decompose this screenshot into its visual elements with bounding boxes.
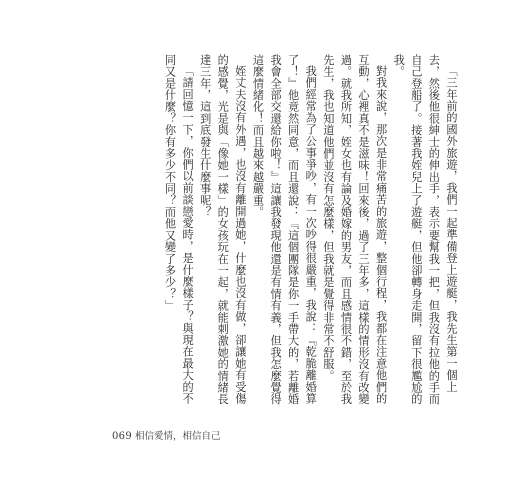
page-number: 069 [112,431,132,442]
paragraph: 「請回憶一下，你們以前談戀愛時，是什麼樣子？與現在最大的不同又是什麼？你有多少不同？而他又變了多少？」 [163,54,195,405]
paragraph: 對我來說，那次是非常痛苦的旅遊，整個行程，我都在注意他們的互動，心裡真不是滋味！回來後，過了三年多，這樣的情形沒有改變過。就我所知，姪女也有論及婚嫁的男友，而且感情很不錯，至於我先生，我也知道他們並沒有怎麼樣，但我就是覺得非常不舒服。 [321,54,388,405]
paragraph: 我們經常為了公事爭吵，有一次吵得很嚴重，我說：『乾脆離婚算了！』他竟然同意，而且還說：『這個團隊是你一手帶大的，若離婚我會全部交還給你啦！』這讓我發現他還是有情有義，但我怎麼覺得這麼情緒化！而且越來越嚴重。 [251,54,318,405]
body-text [100,54,460,414]
paragraph: 「三年前的國外旅遊，我們一起準備登上遊艇，我先生第一個上去，然後他很紳士的伸出手，表示要幫我一把，但我沒有拉他的手而自己登船了。接著我姪兒上了遊艇，但他卻轉身走開，留下很尷尬的我。 [392,54,458,405]
paragraph: 姪丈夫沒有外遇，也沒有離開過她，什麼也沒有做，卻讓她有受傷的感覺，光是與「像她一樣」的女孩玩在一起，就能刺激她的情緒長達三年，這到底發生什麼事呢？ [198,54,247,405]
running-title: 相信愛情，相信自己 [135,431,221,442]
page-footer [112,428,221,442]
